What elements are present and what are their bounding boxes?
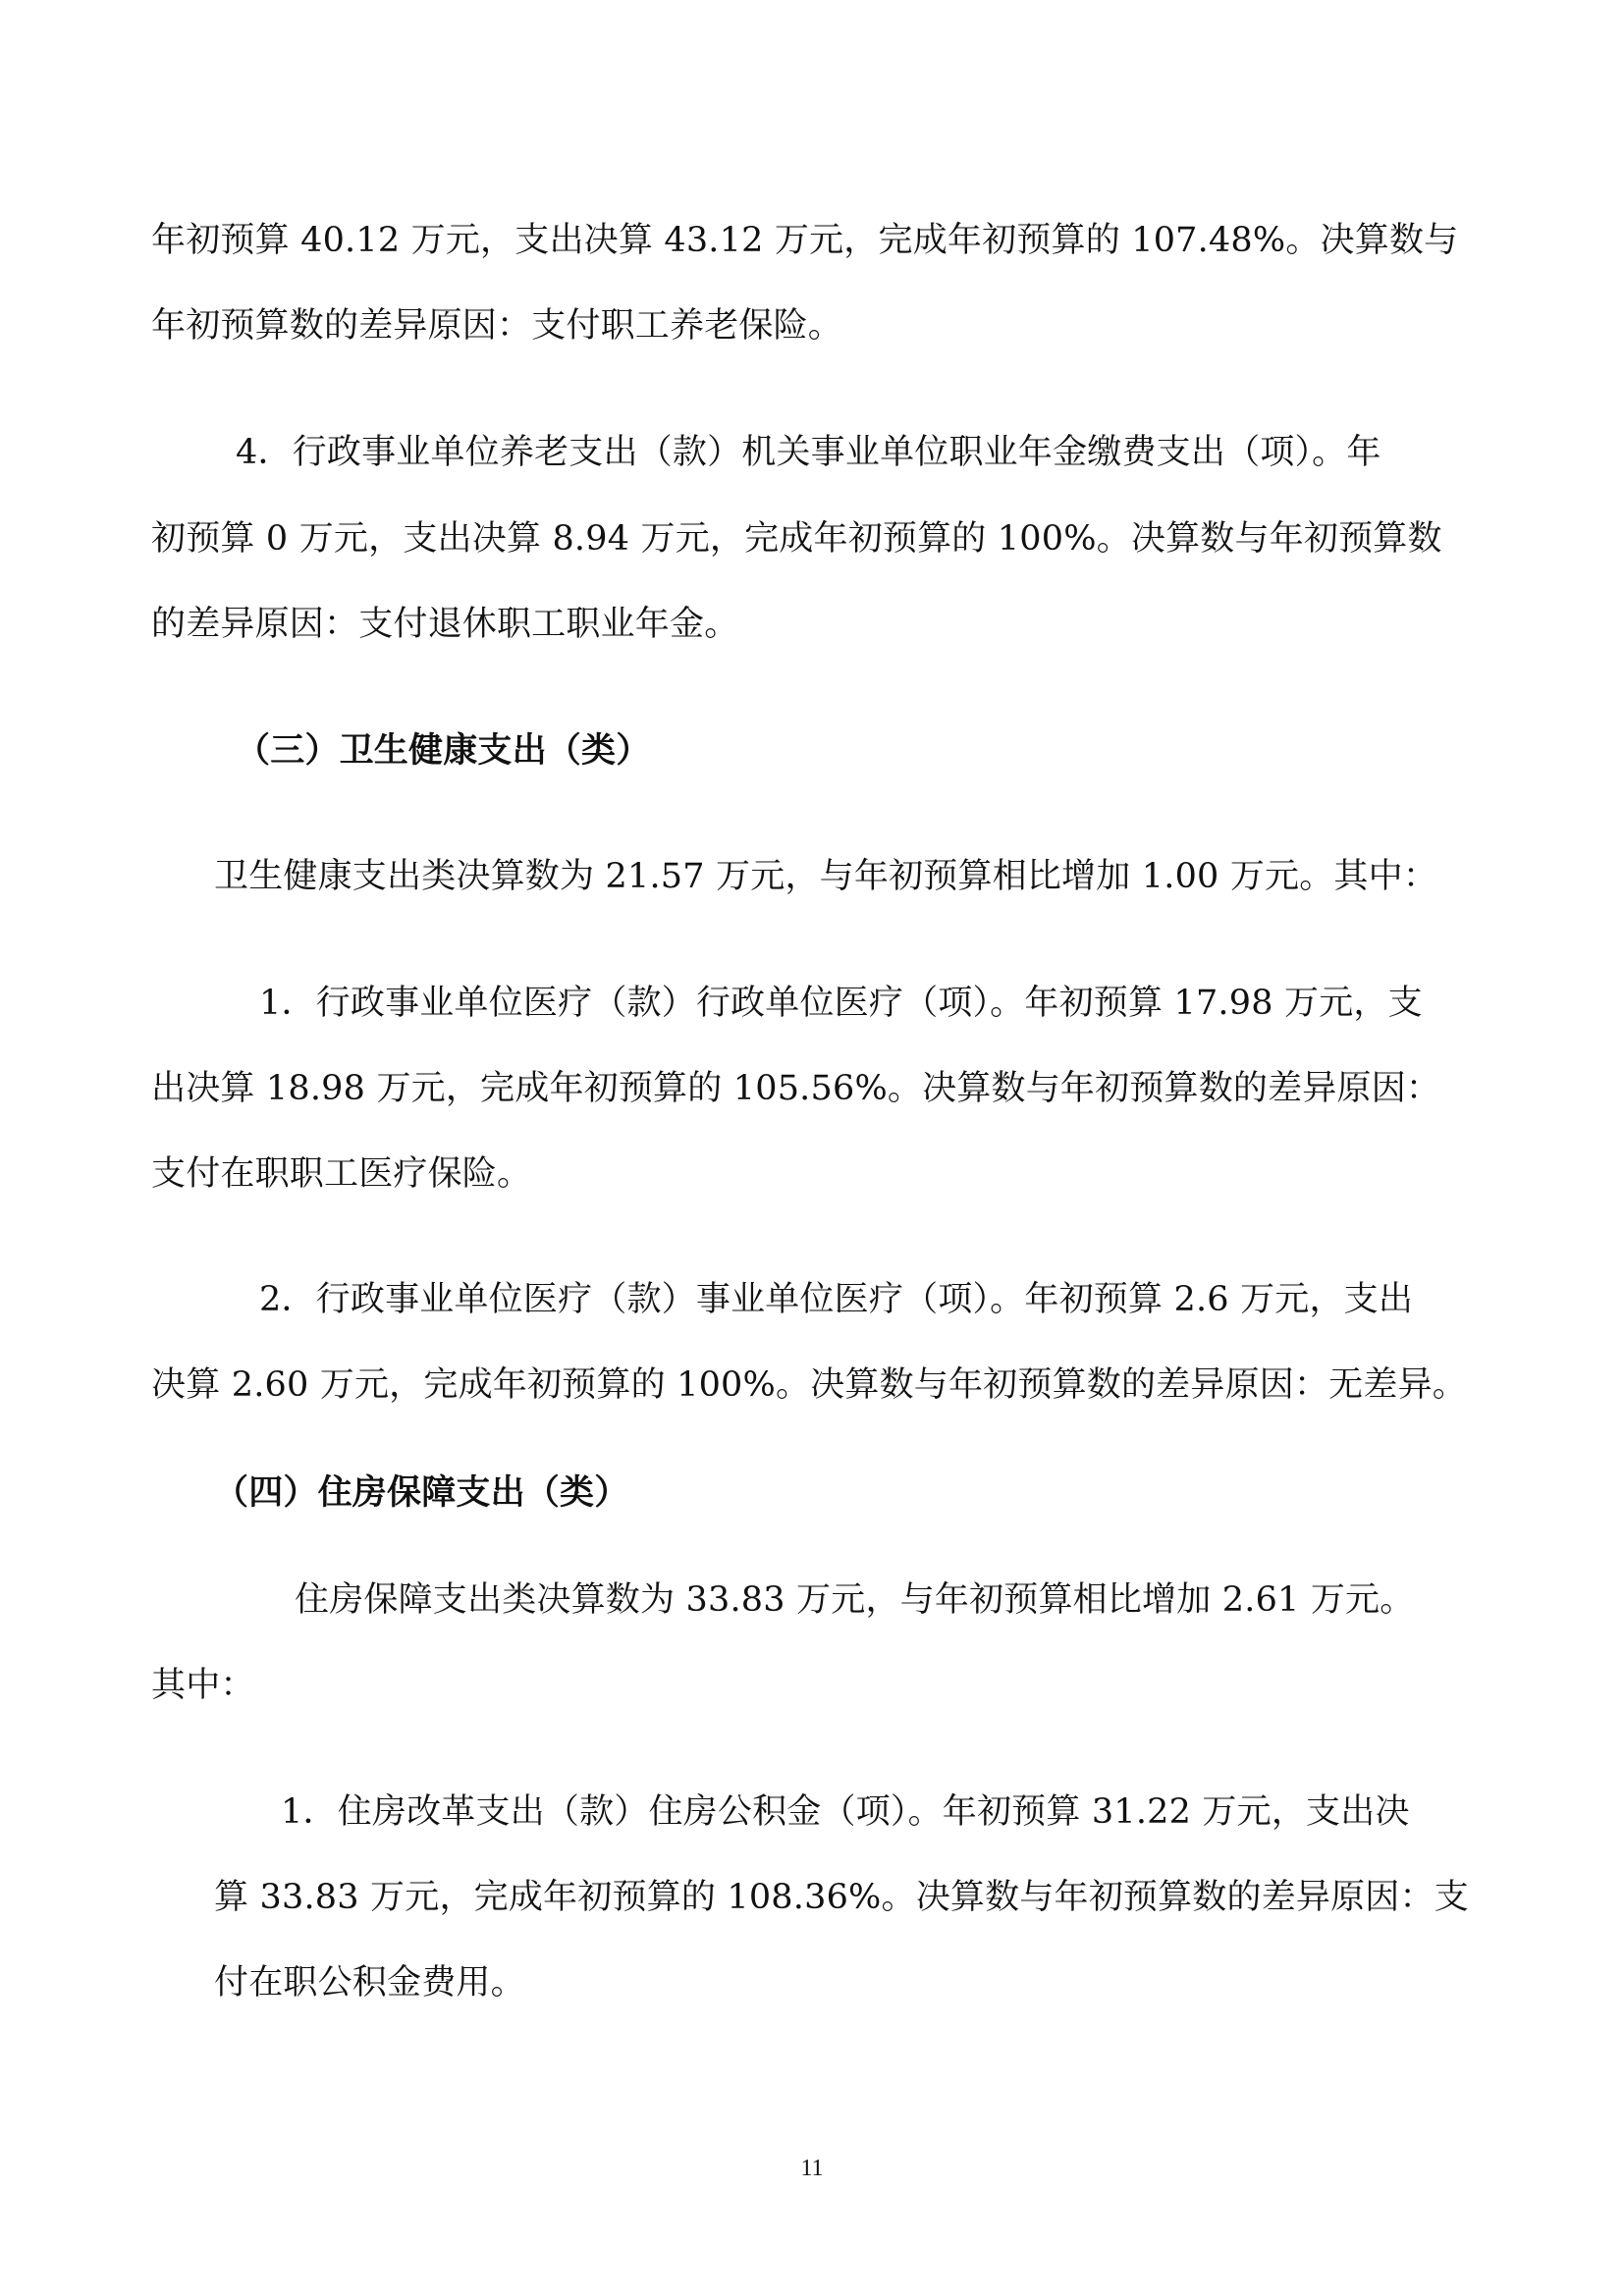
section-heading-housing: （四）住房保障支出（类） (214, 1473, 629, 1513)
paragraph-line: 1．行政事业单位医疗（款）行政单位医疗（项）。年初预算 17.98 万元，支 (259, 984, 1423, 1023)
paragraph-line: 初预算 0 万元，支出决算 8.94 万元，完成年初预算的 100%。决算数与年初预算数 (151, 519, 1442, 559)
paragraph-line: 4．行政事业单位养老支出（款）机关事业单位职业年金缴费支出（项）。年 (236, 433, 1381, 472)
paragraph-line: 其中： (151, 1666, 255, 1705)
paragraph-line: 付在职公积金费用。 (214, 1963, 525, 2002)
paragraph-line: 1．住房改革支出（款）住房公积金（项）。年初预算 31.22 万元，支出决 (281, 1792, 1410, 1832)
section-heading-health: （三）卫生健康支出（类） (236, 731, 651, 771)
paragraph-line: 年初预算 40.12 万元，支出决算 43.12 万元，完成年初预算的 107.48%。决算数与 (151, 221, 1459, 260)
paragraph-line: 年初预算数的差异原因：支付职工养老保险。 (151, 306, 843, 346)
paragraph-line: 出决算 18.98 万元，完成年初预算的 105.56%。决算数与年初预算数的差异原因： (151, 1069, 1441, 1108)
paragraph-line: 的差异原因：支付退休职工职业年金。 (151, 605, 739, 644)
paragraph-line: 支付在职职工医疗保险。 (151, 1154, 532, 1194)
paragraph-line: 卫生健康支出类决算数为 21.57 万元，与年初预算相比增加 1.00 万元。其中： (214, 857, 1438, 896)
paragraph-line: 决算 2.60 万元，完成年初预算的 100%。决算数与年初预算数的差异原因：无差异。 (151, 1365, 1467, 1405)
paragraph-line: 住房保障支出类决算数为 33.83 万元，与年初预算相比增加 2.61 万元。 (295, 1580, 1415, 1620)
paragraph-line: 算 33.83 万元，完成年初预算的 108.36%。决算数与年初预算数的差异原因：支 (214, 1878, 1469, 1917)
page-number: 11 (800, 2156, 824, 2181)
paragraph-line: 2．行政事业单位医疗（款）事业单位医疗（项）。年初预算 2.6 万元，支出 (259, 1280, 1414, 1319)
